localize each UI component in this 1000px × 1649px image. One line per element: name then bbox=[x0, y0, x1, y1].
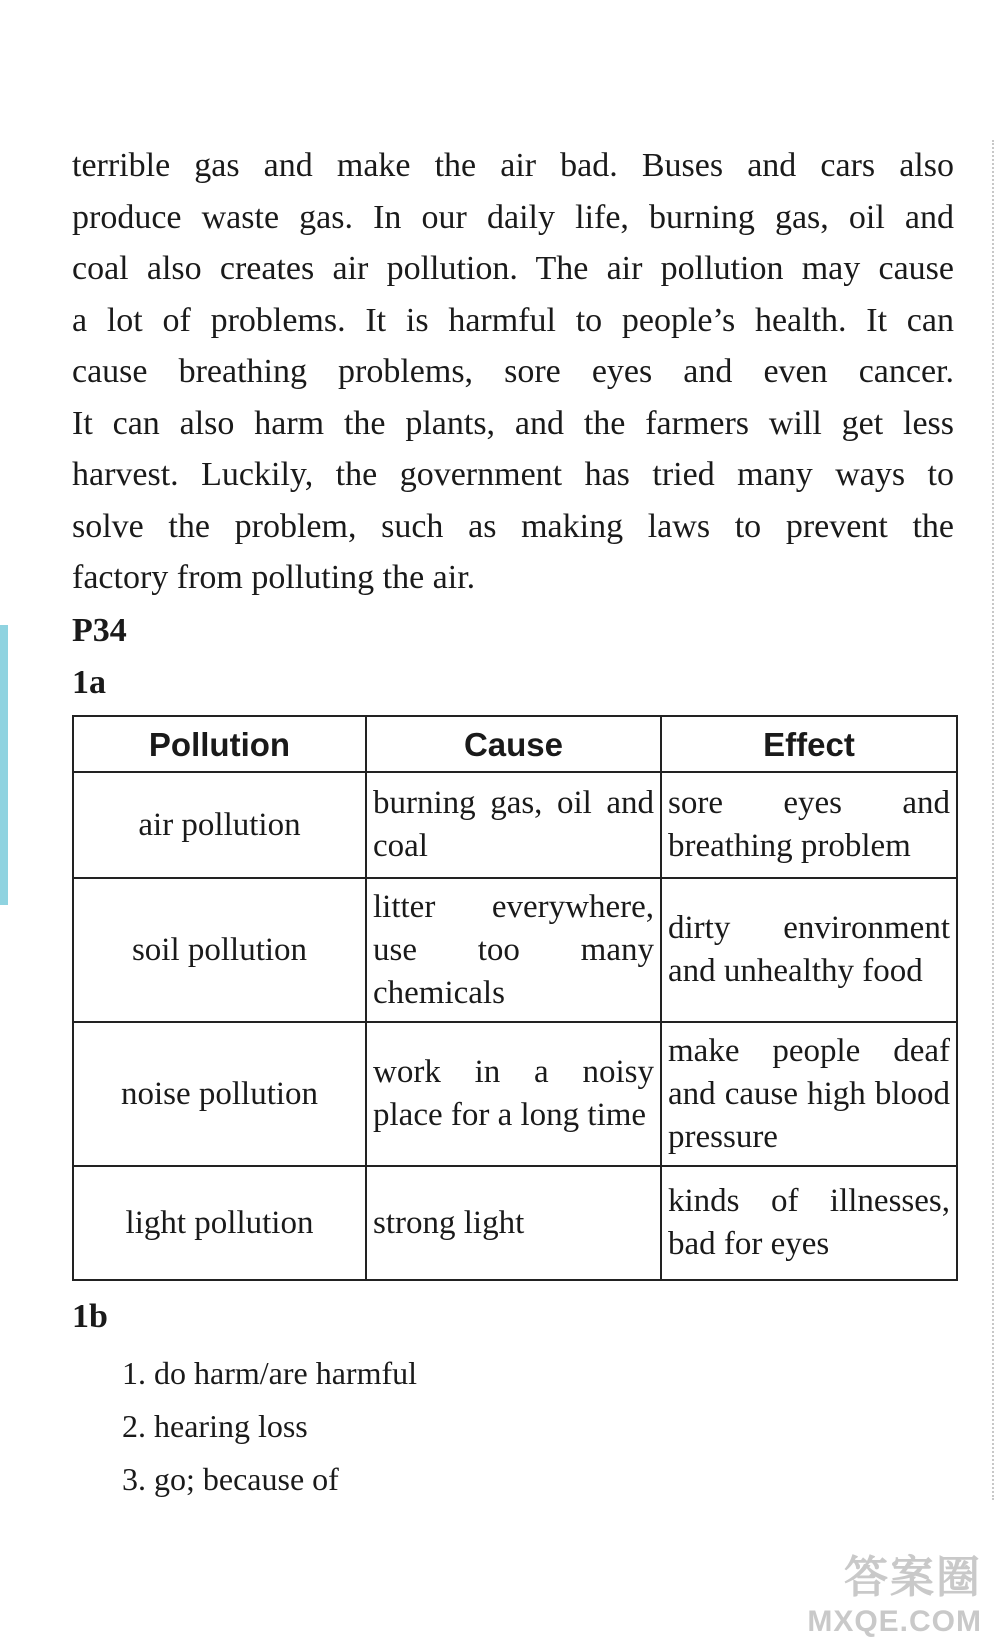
table-row bbox=[73, 1022, 957, 1166]
list-item: 3. go; because of bbox=[122, 1461, 339, 1497]
header-cause: Cause bbox=[366, 716, 661, 772]
pollution-table bbox=[72, 715, 958, 1281]
paragraph-line: factory from polluting the air. bbox=[72, 559, 476, 596]
pollution-type-cell: noise pollution bbox=[73, 1022, 366, 1166]
paragraph-line: coal also creates air pollution. The air pollution may cause bbox=[72, 250, 954, 287]
paragraph-line: It can also harm the plants, and the farmers will get less bbox=[72, 404, 954, 442]
effect-cell: dirty environment and unhealthy food bbox=[661, 878, 957, 1022]
list-item: 1. do harm/are harmful bbox=[122, 1355, 417, 1391]
cause-cell: burning gas, oil and coal bbox=[366, 772, 661, 878]
right-edge-dotted-line bbox=[992, 140, 994, 1500]
table-header-row bbox=[73, 716, 957, 772]
paragraph-line: cause breathing problems, sore eyes and even cancer. bbox=[72, 353, 954, 390]
section-heading-1a: 1a bbox=[72, 664, 106, 701]
table-row bbox=[73, 1166, 957, 1280]
paragraph-line: produce waste gas. In our daily life, burning gas, oil and bbox=[72, 198, 954, 236]
paragraph-line: solve the problem, such as making laws to prevent the bbox=[72, 507, 954, 545]
pollution-type-cell: air pollution bbox=[73, 772, 366, 878]
effect-cell: kinds of illnesses, bad for eyes bbox=[661, 1166, 957, 1280]
site-watermark bbox=[807, 1541, 982, 1639]
pollution-type-cell: light pollution bbox=[73, 1166, 366, 1280]
cause-cell: work in a noisy place for a long time bbox=[366, 1022, 661, 1166]
paragraph-line: terrible gas and make the air bad. Buses and cars also bbox=[72, 147, 954, 184]
header-effect: Effect bbox=[661, 716, 957, 772]
watermark-domain: MXQE.COM bbox=[807, 1605, 982, 1638]
paragraph-line: harvest. Luckily, the government has tried many ways to bbox=[72, 456, 954, 493]
table-row bbox=[73, 878, 957, 1022]
section-heading-1b: 1b bbox=[72, 1298, 108, 1335]
pollution-type-cell: soil pollution bbox=[73, 878, 366, 1022]
left-edge-strip bbox=[0, 625, 8, 905]
cause-cell: litter everywhere, use too many chemicals bbox=[366, 878, 661, 1022]
list-item: 2. hearing loss bbox=[122, 1408, 308, 1444]
cause-cell: strong light bbox=[366, 1166, 661, 1280]
header-pollution: Pollution bbox=[73, 716, 366, 772]
table-row bbox=[73, 772, 957, 878]
effect-cell: sore eyes and breathing problem bbox=[661, 772, 957, 878]
paragraph-line: a lot of problems. It is harmful to people’s health. It can bbox=[72, 301, 954, 339]
answers-1b-list bbox=[122, 1347, 417, 1506]
effect-cell: make people deaf and cause high blood pressure bbox=[661, 1022, 957, 1166]
page-label: P34 bbox=[72, 612, 127, 649]
answer-paragraph bbox=[72, 140, 954, 604]
watermark-logo-text: 答案圈 bbox=[844, 1553, 982, 1602]
